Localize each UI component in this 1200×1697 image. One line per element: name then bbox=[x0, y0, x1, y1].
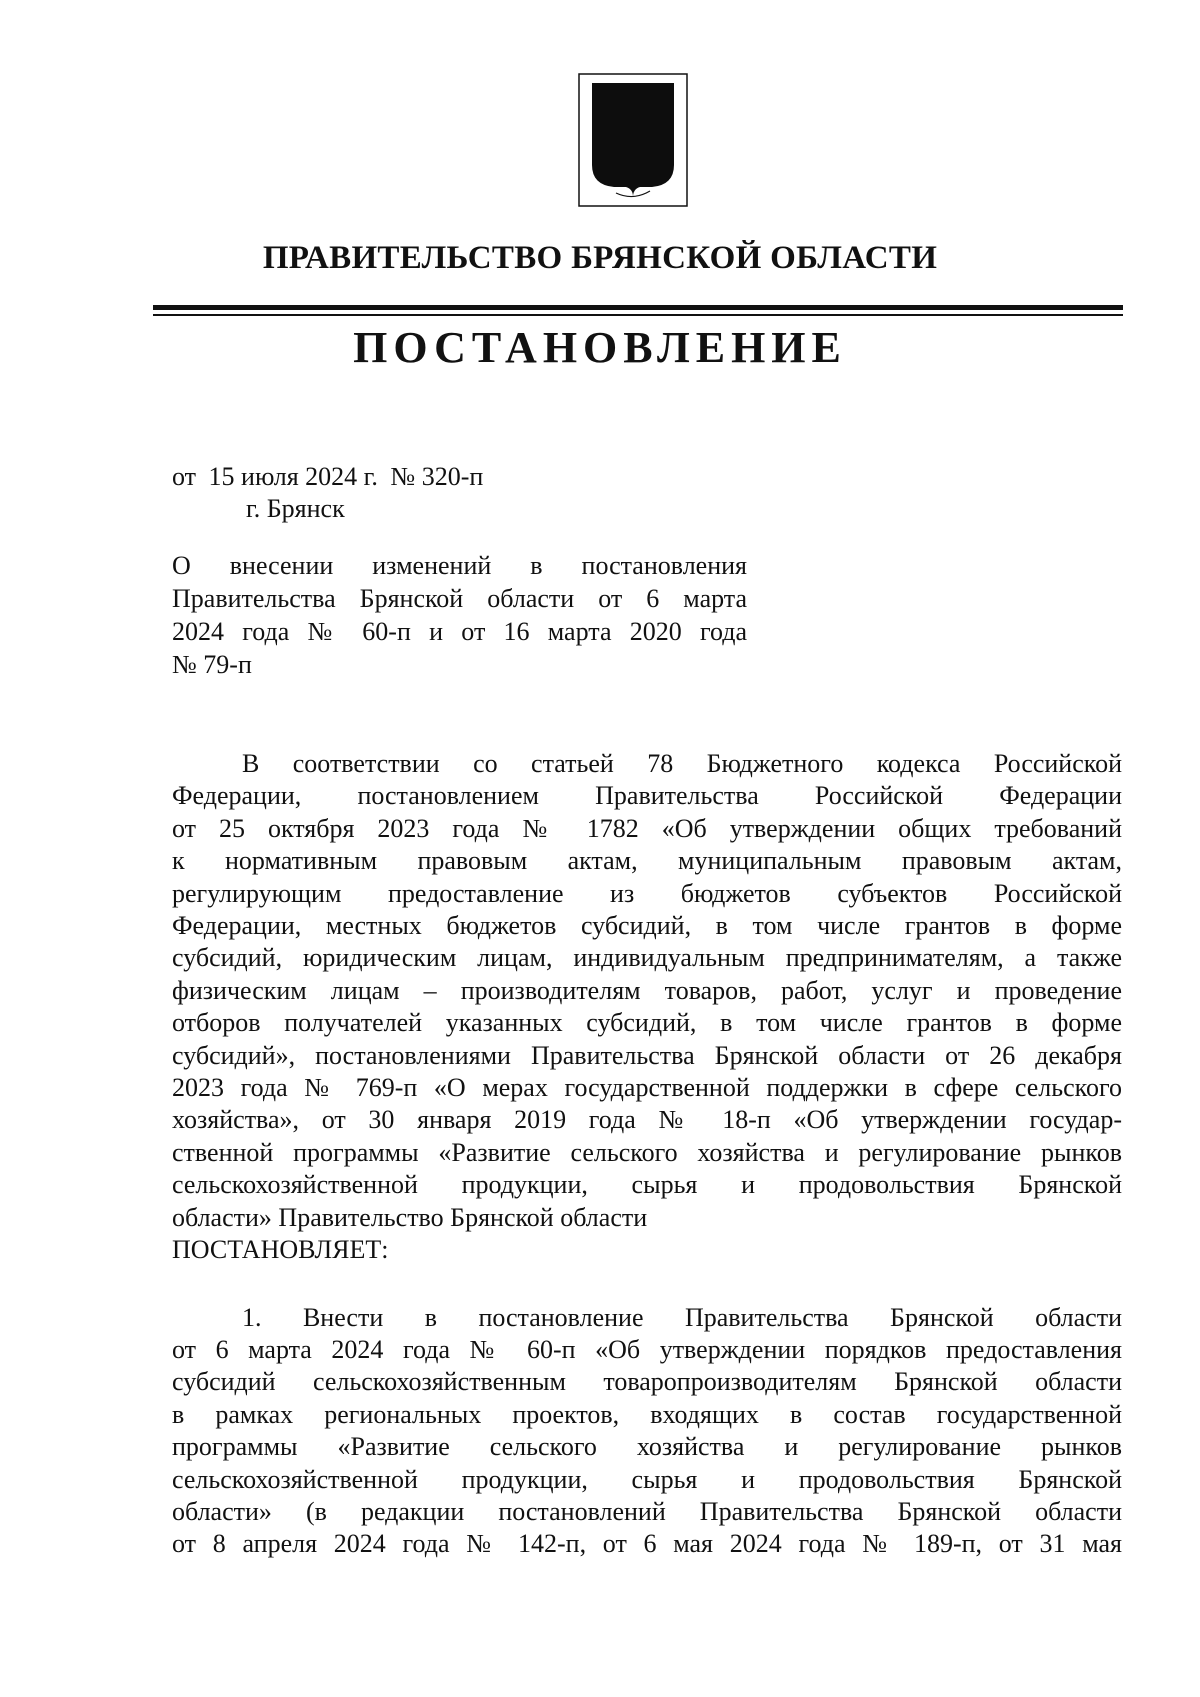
organization-title: ПРАВИТЕЛЬСТВО БРЯНСКОЙ ОБЛАСТИ bbox=[262, 240, 938, 276]
preamble-paragraph bbox=[172, 748, 1122, 1267]
item-line: области» (в редакции постановлений Правительства Брянской области bbox=[172, 1496, 1122, 1526]
date-number-line bbox=[172, 462, 489, 492]
item-line: от 6 марта 2024 года № 60-п «Об утверждении порядков предоставления bbox=[172, 1334, 1122, 1364]
item-1-paragraph bbox=[172, 1302, 1122, 1561]
item-line: программы «Развитие сельского хозяйства и регулирование рынков bbox=[172, 1432, 1122, 1462]
preamble-line: ственной программы «Развитие сельского хозяйства и регулирование рынков bbox=[172, 1137, 1122, 1167]
preamble-line: субсидий», постановлениями Правительства Брянской области от 26 декабря bbox=[172, 1040, 1122, 1070]
preamble-line: отборов получателей указанных субсидий, в том числе грантов в форме bbox=[172, 1008, 1122, 1038]
document-subject bbox=[172, 549, 747, 681]
preamble-line: сельскохозяйственной продукции, сырья и продовольствия Брянской bbox=[172, 1170, 1122, 1200]
header-rule-thick bbox=[153, 305, 1123, 310]
preamble-line: Федерации, постановлением Правительства Российской Федерации bbox=[172, 781, 1122, 811]
preamble-line: от 25 октября 2023 года № 1782 «Об утверждении общих требований bbox=[172, 813, 1122, 843]
document-date: 15 июля 2024 г. bbox=[208, 462, 378, 491]
item-line: субсидий сельскохозяйственным товаропроизводителям Брянской области bbox=[172, 1367, 1122, 1397]
subject-line: Правительства Брянской области от 6 марта bbox=[172, 584, 747, 613]
item-line: 1. Внести в постановление Правительства Брянской области bbox=[242, 1302, 1122, 1332]
preamble-line: области» Правительство Брянской области bbox=[172, 1202, 648, 1232]
preamble-line: регулирующим предоставление из бюджетов субъектов Российской bbox=[172, 878, 1122, 908]
document-body bbox=[172, 748, 1122, 1561]
subject-line: № 79-п bbox=[172, 650, 252, 679]
item-line: в рамках региональных проектов, входящих в состав государственной bbox=[172, 1399, 1122, 1429]
document-number: № 320-п bbox=[390, 462, 484, 491]
preamble-line: физическим лицам – производителям товаров, работ, услуг и проведение bbox=[172, 975, 1122, 1005]
subject-line: 2024 года № 60-п и от 16 марта 2020 года bbox=[172, 617, 747, 646]
header-rule-thin bbox=[153, 314, 1123, 316]
subject-line: О внесении изменений в постановления bbox=[172, 551, 747, 580]
paragraph-gap bbox=[172, 1267, 1122, 1302]
item-line: от 8 апреля 2024 года № 142-п, от 6 мая 2024 года № 189-п, от 31 мая bbox=[172, 1529, 1122, 1559]
preamble-line: Федерации, местных бюджетов субсидий, в том числе грантов в форме bbox=[172, 911, 1122, 941]
document-type-title: ПОСТАНОВЛЕНИЕ bbox=[353, 323, 847, 372]
preamble-line: В соответствии со статьей 78 Бюджетного кодекса Российской bbox=[242, 749, 1122, 778]
preamble-line: 2023 года № 769-п «О мерах государственной поддержки в сфере сельского bbox=[172, 1073, 1122, 1103]
preamble-line: хозяйства», от 30 января 2019 года № 18-п «Об утверждении государ- bbox=[172, 1105, 1122, 1135]
item-line: сельскохозяйственной продукции, сырья и продовольствия Брянской bbox=[172, 1464, 1122, 1494]
coat-of-arms-icon bbox=[578, 73, 688, 207]
preamble-line: к нормативным правовым актам, муниципальным правовым актам, bbox=[172, 846, 1122, 876]
resolves-heading: ПОСТАНОВЛЯЕТ: bbox=[172, 1235, 389, 1265]
preamble-line: субсидий, юридическим лицам, индивидуальным предпринимателям, а также bbox=[172, 943, 1122, 973]
date-prefix: от bbox=[172, 462, 197, 491]
document-city: г. Брянск bbox=[246, 494, 345, 523]
